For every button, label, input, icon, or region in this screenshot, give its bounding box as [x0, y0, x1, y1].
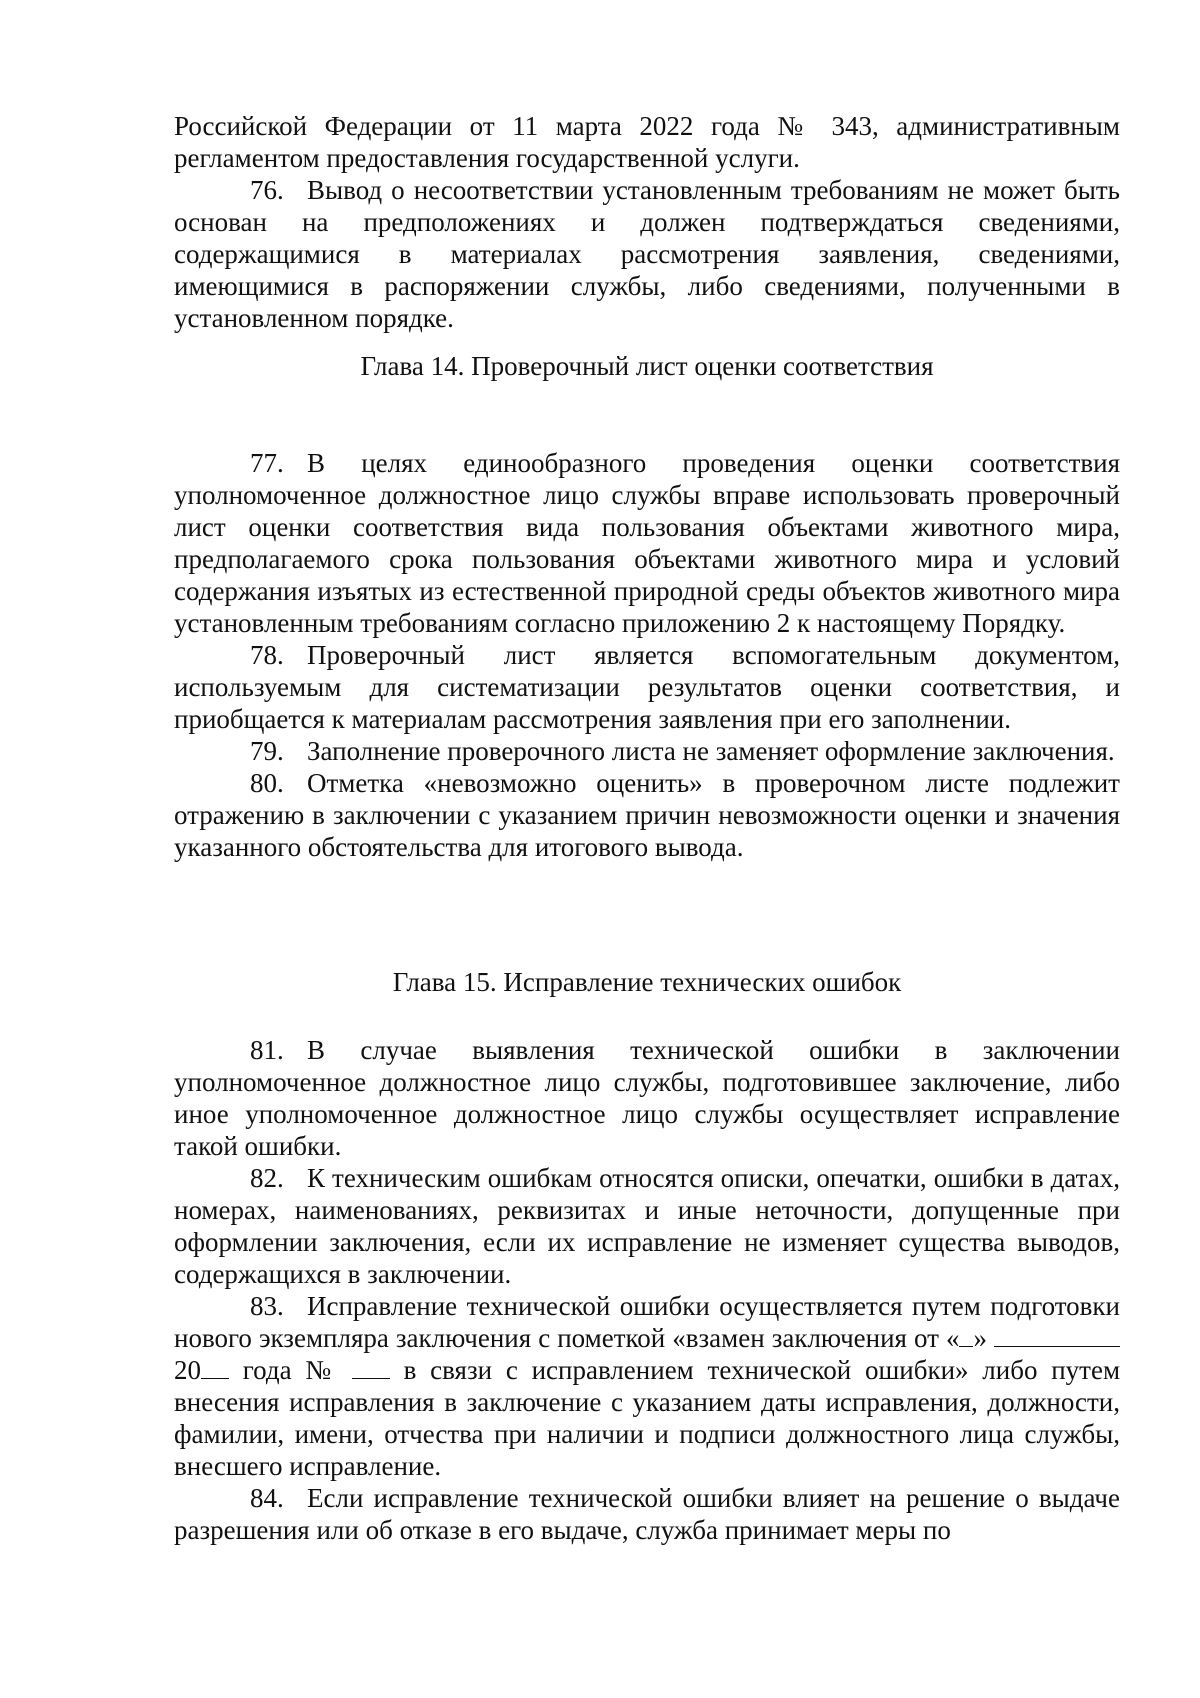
paragraph-text: К техническим ошибкам относятся описки, опечатки, ошибки в датах, номерах, наименованиях, реквизитах и иные неточности, допущенные при оформлении заключения, если их исправление не изменяет существа выводов, содержащихся в заключении.	[174, 1163, 1120, 1289]
paragraph-76	[174, 174, 1120, 334]
text-block-chapter-15	[174, 1034, 1120, 1546]
paragraph-80	[174, 767, 1120, 863]
paragraph-81	[174, 1034, 1120, 1162]
paragraph-number: 78.	[250, 640, 284, 670]
intro-paragraph	[174, 110, 1120, 174]
paragraph-82	[174, 1162, 1120, 1290]
year-prefix: 20	[174, 1355, 201, 1385]
paragraph-number: 84.	[250, 1483, 284, 1513]
paragraph-text-end: в связи с исправлением технической ошибки» либо путем внесения исправления в заключение с указанием даты исправления, должности, фамилии, имени, отчества при наличии и подписи должностного лица службы, внесшего исправление.	[174, 1355, 1121, 1481]
blank-number-field	[352, 1356, 390, 1379]
paragraph-text: В целях единообразного проведения оценки соответствия уполномоченное должностное лицо службы вправе использовать проверочный лист оценки соответствия вида пользования объектами животного мира, предполагаемого срока пользования объектами животного мира и условий содержания изъятых из естественной природной среды объектов животного мира установленным требованиям согласно приложению 2 к настоящему Порядку.	[174, 448, 1120, 638]
year-number-label: года №	[242, 1355, 339, 1385]
paragraph-text: Проверочный лист является вспомогательным документом, используемым для систематизации результатов оценки соответствия, и приобщается к материалам рассмотрения заявления при его заполнении.	[174, 640, 1120, 734]
blank-month-field	[994, 1324, 1120, 1347]
intro-text: Российской Федерации от 11 марта 2022 года № 343, административным регламентом предоставления государственной услуги.	[174, 111, 1120, 173]
quote-close: »	[973, 1323, 987, 1353]
paragraph-text: Отметка «невозможно оценить» в проверочном листе подлежит отражению в заключении с указанием причин невозможности оценки и значения указанного обстоятельства для итогового вывода.	[174, 768, 1120, 862]
text-block-chapter-14	[174, 447, 1120, 863]
paragraph-number: 82.	[250, 1163, 284, 1193]
blank-year-field	[201, 1356, 229, 1379]
paragraph-text-start: Исправление технической ошибки осуществляется путем подготовки нового экземпляра заключения с пометкой «взамен заключения от «	[174, 1291, 1120, 1353]
paragraph-84	[174, 1482, 1120, 1546]
paragraph-number: 79.	[250, 736, 284, 766]
paragraph-text: Вывод о несоответствии установленным требованиям не может быть основан на предположениях и должен подтверждаться сведениями, содержащимися в материалах рассмотрения заявления, сведениями, имеющимися в распоряжении службы, либо сведениями, полученными в установленном порядке.	[174, 175, 1120, 333]
paragraph-78	[174, 639, 1120, 735]
paragraph-83	[174, 1290, 1120, 1482]
paragraph-number: 77.	[250, 448, 284, 478]
paragraph-text: Если исправление технической ошибки влияет на решение о выдаче разрешения или об отказе в его выдаче, служба принимает меры по	[174, 1483, 1120, 1545]
paragraph-text: В случае выявления технической ошибки в заключении уполномоченное должностное лицо службы, подготовившее заключение, либо иное уполномоченное должностное лицо службы осуществляет исправление такой ошибки.	[174, 1035, 1120, 1161]
paragraph-number: 76.	[250, 175, 284, 205]
paragraph-number: 81.	[250, 1035, 284, 1065]
text-block-top	[174, 110, 1120, 334]
paragraph-79	[174, 735, 1120, 767]
paragraph-number: 80.	[250, 768, 284, 798]
chapter-15-heading: Глава 15. Исправление технических ошибок	[392, 967, 902, 997]
paragraph-number: 83.	[250, 1291, 284, 1321]
paragraph-text: Заполнение проверочного листа не заменяет оформление заключения.	[307, 736, 1115, 766]
chapter-14-heading: Глава 14. Проверочный лист оценки соответствия	[360, 351, 934, 381]
blank-day-field	[959, 1324, 973, 1347]
paragraph-77	[174, 447, 1120, 639]
